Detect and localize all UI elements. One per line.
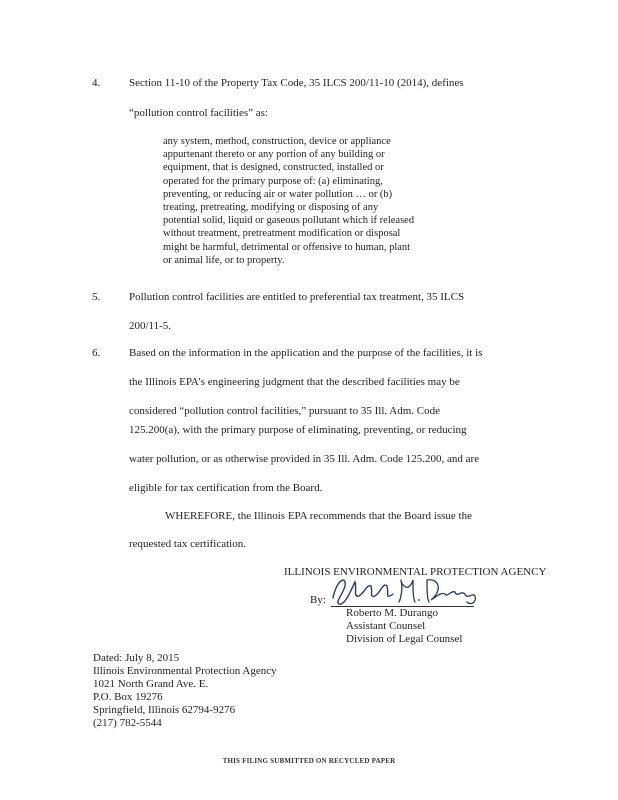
wherefore-line-2: requested tax certification. bbox=[129, 538, 246, 550]
statutory-quote bbox=[163, 135, 456, 267]
paragraph-4-number: 4. bbox=[92, 77, 101, 89]
quote-line: without treatment, pretreatment modification or disposal bbox=[163, 228, 401, 240]
address-line: 1021 North Grand Ave. E. bbox=[93, 678, 209, 690]
signer-division: Division of Legal Counsel bbox=[346, 633, 463, 645]
address-line: P.O. Box 19276 bbox=[93, 691, 163, 703]
paragraph-6-line: considered “pollution control facilities,” pursuant to 35 Ill. Adm. Code bbox=[129, 405, 440, 417]
address-line: Dated: July 8, 2015 bbox=[93, 652, 180, 664]
quote-line: or animal life, or to property. bbox=[163, 254, 285, 266]
quote-line: appurtenant thereto or any portion of any building or bbox=[163, 149, 385, 161]
paragraph-6-number: 6. bbox=[92, 347, 101, 359]
paragraph-4-line-1: Section 11-10 of the Property Tax Code, 35 ILCS 200/11-10 (2014), defines bbox=[129, 77, 464, 89]
paragraph-6-line: water pollution, or as otherwise provided in 35 Ill. Adm. Code 125.200, and are bbox=[129, 453, 480, 465]
signer-name: Roberto M. Durango bbox=[346, 607, 438, 619]
address-line: (217) 782-5544 bbox=[93, 717, 162, 729]
agency-name: ILLINOIS ENVIRONMENTAL PROTECTION AGENCY bbox=[284, 566, 547, 578]
address-line: Springfield, Illinois 62794-9276 bbox=[93, 704, 236, 716]
paragraph-6-line: 125.200(a), with the primary purpose of eliminating, preventing, or reducing bbox=[129, 424, 467, 436]
paragraph-5-number: 5. bbox=[92, 291, 101, 303]
wherefore-line-1: WHEREFORE, the Illinois EPA recommends that the Board issue the bbox=[165, 510, 472, 522]
quote-line: equipment, that is designed, constructed, installed or bbox=[163, 162, 384, 174]
quote-line: might be harmful, detrimental or offensive to human, plant bbox=[163, 241, 411, 253]
by-label: By: bbox=[310, 594, 326, 606]
quote-line: operated for the primary purpose of: (a) eliminating, bbox=[163, 175, 383, 187]
address-line: Illinois Environmental Protection Agency bbox=[93, 665, 277, 677]
quote-line: treating, pretreating, modifying or disposing of any bbox=[163, 202, 379, 214]
paragraph-4-line-2: “pollution control facilities” as: bbox=[129, 107, 268, 119]
paragraph-5-line-2: 200/11-5. bbox=[129, 320, 172, 332]
recycled-paper-footer: THIS FILING SUBMITTED ON RECYCLED PAPER bbox=[222, 757, 396, 765]
paragraph-6-line: Based on the information in the application and the purpose of the facilities, it is bbox=[129, 347, 483, 359]
paragraph-5-line-1: Pollution control facilities are entitled to preferential tax treatment, 35 ILCS bbox=[129, 291, 465, 303]
quote-line: any system, method, construction, device or appliance bbox=[163, 136, 391, 147]
paragraph-6-line: the Illinois EPA’s engineering judgment that the described facilities may be bbox=[129, 376, 460, 388]
paragraph-6-line: eligible for tax certification from the Board. bbox=[129, 482, 323, 494]
quote-line: potential solid, liquid or gaseous pollutant which if released bbox=[163, 215, 415, 227]
handwritten-signature bbox=[327, 572, 487, 608]
quote-line: preventing, or reducing air or water pollution … or (b) bbox=[163, 188, 393, 200]
signer-title: Assistant Counsel bbox=[346, 620, 426, 632]
